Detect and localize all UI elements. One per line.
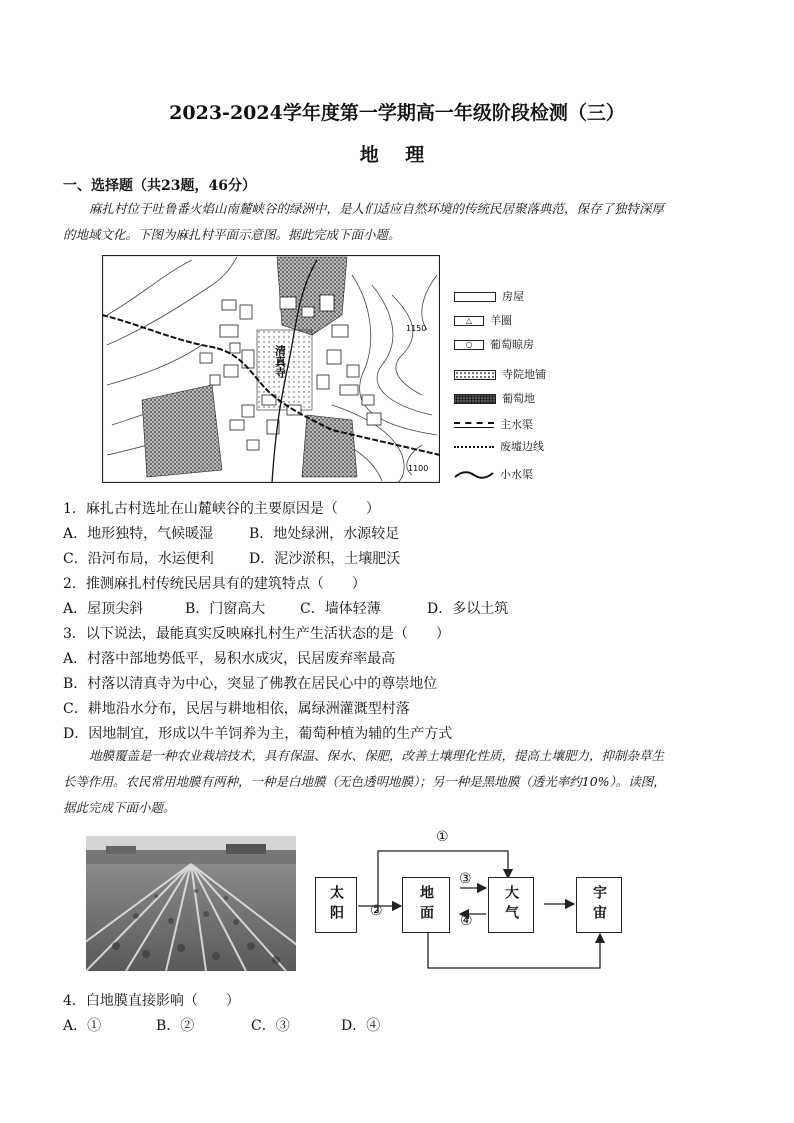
q3-option-d[interactable]: D．因地制宜，形成以牛羊饲养为主，葡萄种植为辅的生产方式	[63, 726, 453, 742]
legend-grape-dry-room: ○ 葡萄晾房	[454, 336, 534, 352]
page-title: 2023-2024学年度第一学期高一年级阶段检测（三）	[169, 102, 625, 124]
q3-option-b[interactable]: B．村落以清真寺为中心，突显了佛教在居民心中的尊崇地位	[63, 676, 438, 692]
legend-small-canal: 小水渠	[454, 466, 533, 482]
q3-option-a[interactable]: A．村落中部地势低平，易积水成灾，民居废弃率最高	[63, 651, 396, 667]
intro-1-line-1: 麻扎村位于吐鲁番火焰山南麓峡谷的绿洲中，是人们适应自然环境的传统民居聚落典范，保存了独特深厚	[89, 201, 665, 216]
village-map	[102, 255, 440, 483]
q2-option-a[interactable]: A．屋顶尖斜	[63, 601, 144, 617]
arrow-4-label: ④	[460, 913, 473, 929]
legend-vineyard: 葡萄地	[454, 390, 535, 406]
question-2-stem: 2．推测麻扎村传统民居具有的建筑特点（ ）	[63, 576, 366, 592]
intro-2-line-2: 长等作用。农民常用地膜有两种，一种是白地膜（无色透明地膜）；另一种是黑地膜（透光率约10%）。读图，	[63, 774, 666, 789]
q2-option-d[interactable]: D．多以土筑	[427, 601, 509, 617]
intro-paragraph-2	[63, 743, 743, 821]
circle-icon: ○	[454, 340, 484, 350]
small-canal-icon	[454, 469, 494, 481]
universe-box: 宇宙	[576, 877, 622, 933]
main-canal-icon	[454, 422, 494, 428]
section-heading: 一、选择题（共23题，46分）	[63, 178, 256, 194]
legend-temple-land: 寺院地铺	[454, 366, 546, 382]
question-1-stem: 1．麻扎古村选址在山麓峡谷的主要原因是（ ）	[63, 501, 380, 517]
q2-option-c[interactable]: C．墙体轻薄	[300, 601, 381, 617]
question-3-stem: 3．以下说法，最能真实反映麻扎村生产生活状态的是（ ）	[63, 626, 450, 642]
vineyard-pattern-icon	[454, 394, 496, 404]
question-4-stem: 4．白地膜直接影响（ ）	[63, 993, 240, 1009]
q4-option-a[interactable]: A．①	[63, 1018, 102, 1034]
q3-option-c[interactable]: C．耕地沿水分布，民居与耕地相依，属绿洲灌溉型村落	[63, 701, 410, 717]
subject-heading: 地 理	[359, 144, 435, 166]
arrow-1-label: ①	[436, 829, 449, 845]
arrow-2-label: ②	[370, 903, 383, 919]
q1-option-a[interactable]: A．地形独特，气候暖湿	[63, 526, 214, 542]
triangle-icon: △	[454, 316, 484, 326]
question-1-options-row1	[63, 523, 399, 543]
intro-2-line-1: 地膜覆盖是一种农业栽培技术，具有保温、保水、保肥，改善土壤理化性质，提高土壤肥力，抑制杂草生	[89, 748, 665, 763]
intro-paragraph-1	[63, 196, 743, 248]
q1-option-b[interactable]: B．地处绿洲，水源较足	[249, 526, 400, 542]
q4-option-d[interactable]: D．④	[341, 1018, 381, 1034]
sun-box: 太阳	[315, 877, 357, 933]
q1-option-c[interactable]: C．沿河布局，水运便利	[63, 551, 214, 567]
house-symbol-icon	[454, 292, 496, 302]
intro-2-line-3: 据此完成下面小题。	[63, 800, 176, 815]
dots-pattern-icon	[454, 370, 496, 380]
contour-1150-label: 1150	[406, 324, 427, 333]
mosque-label: 清真寺	[273, 345, 287, 378]
q4-option-c[interactable]: C．③	[251, 1018, 290, 1034]
contour-1100-label: 1100	[408, 464, 429, 473]
intro-1-line-2: 的地域文化。下图为麻扎村平面示意图。据此完成下面小题。	[63, 227, 401, 242]
legend-house: 房屋	[454, 288, 524, 304]
ruin-edge-icon	[454, 446, 494, 448]
legend-sheep-pen: △ 羊圈	[454, 312, 512, 328]
q4-option-b[interactable]: B．②	[156, 1018, 195, 1034]
question-1-options-row2	[63, 548, 400, 568]
question-2-options	[63, 598, 508, 618]
legend-main-canal: 主水渠	[454, 416, 533, 432]
plastic-film-field-photo	[86, 836, 296, 971]
legend-ruin-edge: 废墟边线	[454, 438, 544, 454]
arrow-3-label: ③	[459, 871, 472, 887]
atmosphere-box: 大气	[488, 877, 534, 933]
q1-option-d[interactable]: D．泥沙淤积，土壤肥沃	[249, 551, 401, 567]
ground-box: 地面	[402, 877, 450, 933]
q2-option-b[interactable]: B．门窗高大	[185, 601, 266, 617]
question-4-options	[63, 1015, 380, 1035]
